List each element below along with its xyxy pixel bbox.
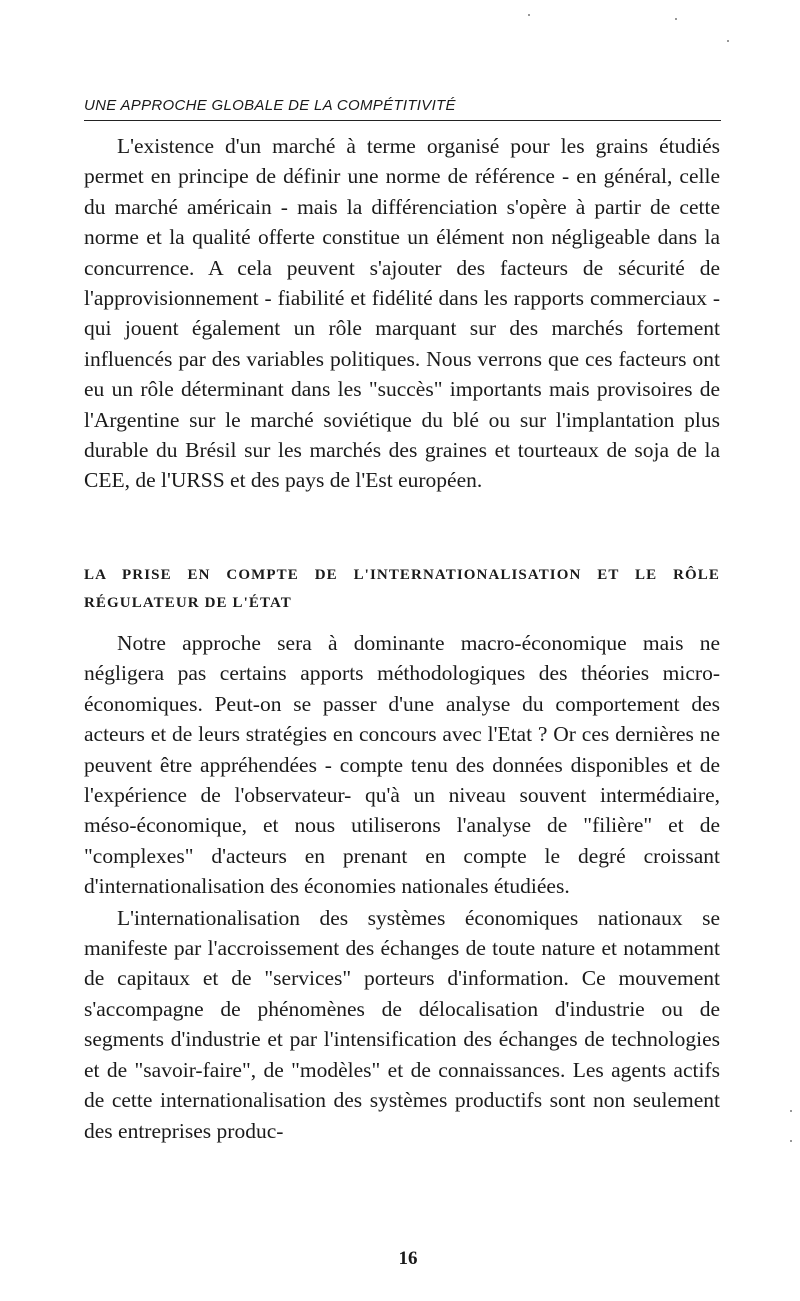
intro-text	[84, 131, 720, 496]
page-number: 16	[398, 1248, 418, 1269]
scan-speck	[790, 1110, 792, 1112]
scan-speck	[727, 40, 729, 42]
section-text	[84, 628, 720, 1146]
intro-paragraph: L'existence d'un marché à terme organisé pour les grains étudiés permet en principe de définir une norme de référence - en général, celle du marché américain - mais la différenciation s'opère à partir de cette norme et la qualité offerte constitue un élément non négligeable dans la concurrence. A cela peuvent s'ajouter des facteurs de sécurité de l'approvisionnement - fiabilité et fidélité dans les rapports commerciaux - qui jouent également un rôle marquant sur des marchés fortement influencés par des variables politiques. Nous verrons que ces facteurs ont eu un rôle déterminant dans les "succès" importants mais provisoires de l'Argentine sur le marché soviétique du blé ou sur l'implantation plus durable du Brésil sur les marchés des graines et tourteaux de soja de la CEE, de l'URSS et des pays de l'Est européen.	[84, 134, 720, 493]
section-paragraph-1: Notre approche sera à dominante macro-économique mais ne négligera pas certains apports méthodologiques des théories micro-économiques. Peut-on se passer d'une analyse du comportement des acteurs et de leurs stratégies en concours avec l'Etat ? Or ces dernières ne peuvent être appréhendées - compte tenu des données disponibles et de l'expérience de l'observateur- qu'à un niveau souvent intermédiaire, méso-économique, et nous utiliserons l'analyse de "filière" et de "complexes" d'acteurs en prenant en compte le degré croissant d'internationalisation des économies nationales étudiées.	[84, 631, 720, 899]
running-head: UNE APPROCHE GLOBALE DE LA COMPÉTITIVITÉ	[84, 97, 456, 114]
section-heading: LA PRISE EN COMPTE DE L'INTERNATIONALISATION ET LE RÔLE RÉGULATEUR DE L'ÉTAT	[84, 567, 720, 611]
scan-speck	[675, 18, 677, 20]
scan-speck	[790, 1140, 792, 1142]
scan-speck	[528, 14, 530, 16]
header-rule	[84, 120, 721, 121]
section-paragraph-2: L'internationalisation des systèmes économiques nationaux se manifeste par l'accroissement des échanges de toute nature et notamment de capitaux et de "services" porteurs d'information. Ce mouvement s'accompagne de phénomènes de délocalisation d'industrie ou de segments d'industrie et par l'intensification des échanges de technologies et de "savoir-faire", de "modèles" et de connaissances. Les agents actifs de cette internationalisation des systèmes productifs sont non seulement des entreprises produc-	[84, 905, 720, 1143]
